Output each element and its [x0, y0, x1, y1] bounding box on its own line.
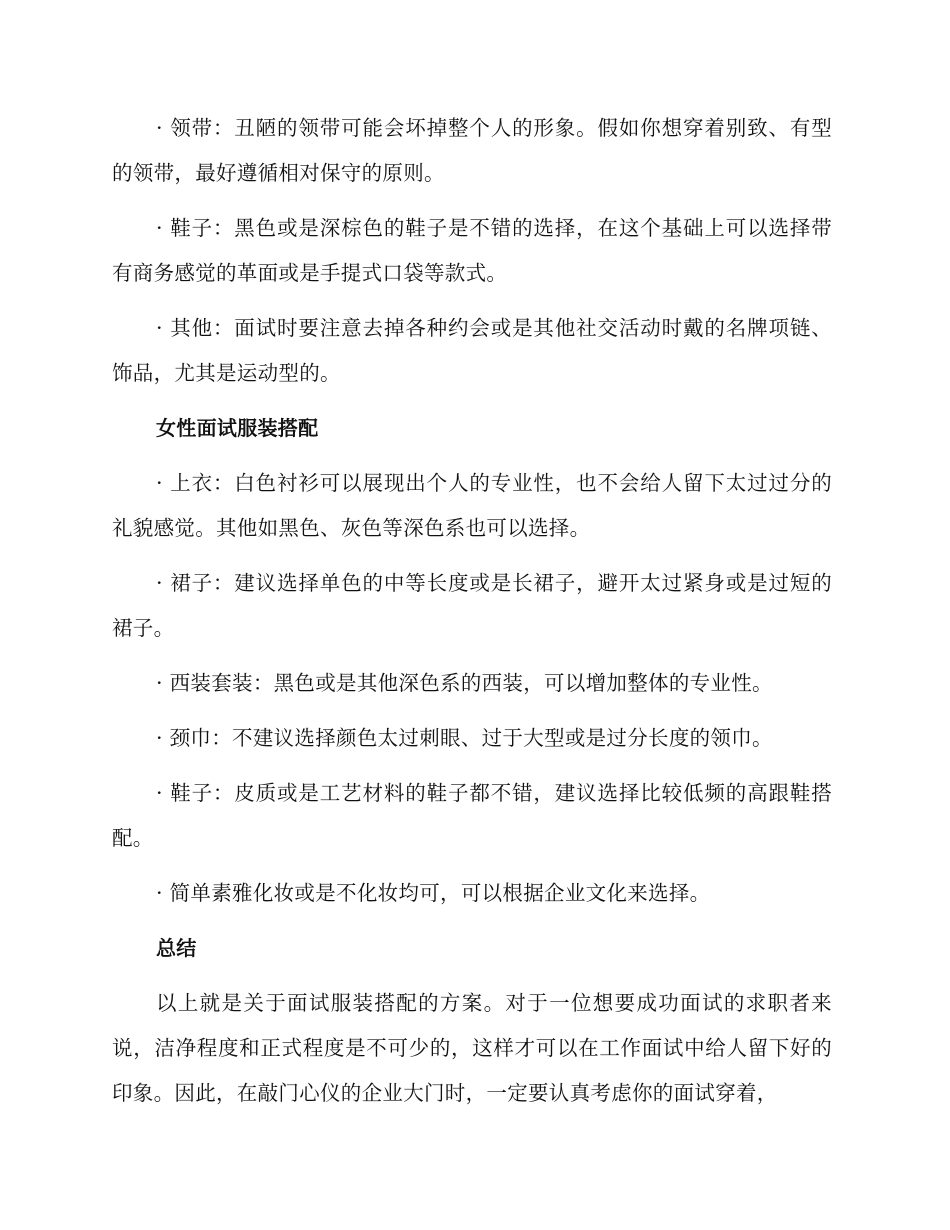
- paragraph-makeup: · 简单素雅化妆或是不化妆均可，可以根据企业文化来选择。: [156, 881, 711, 905]
- paragraph-men-shoes: · 鞋子：黑色或是深棕色的鞋子是不错的选择，在这个基础上可以选择带有商务感觉的革面或是手提式口袋等款式。: [112, 216, 832, 285]
- paragraph-suit: · 西装套装：黑色或是其他深色系的西装，可以增加整体的专业性。: [156, 671, 773, 695]
- paragraph-skirt: · 裙子：建议选择单色的中等长度或是长裙子，避开太过紧身或是过短的裙子。: [112, 571, 832, 640]
- paragraph-tie: · 领带：丑陋的领带可能会坏掉整个人的形象。假如你想穿着别致、有型的领带，最好遵循相对保守的原则。: [112, 116, 832, 185]
- document-body: [112, 106, 832, 1126]
- paragraph-scarf: · 颈巾：不建议选择颜色太过刺眼、过于大型或是过分长度的领巾。: [156, 726, 773, 750]
- section-heading-summary: 总结: [156, 936, 197, 960]
- section-heading-women: 女性面试服装搭配: [156, 416, 319, 440]
- paragraph-summary: 以上就是关于面试服装搭配的方案。对于一位想要成功面试的求职者来说，洁净程度和正式程度是不可少的，这样才可以在工作面试中给人留下好的印象。因此，在敲门心仪的企业大门时，一定要认真考虑你的面试穿着，: [112, 991, 832, 1105]
- paragraph-top: · 上衣：白色衬衫可以展现出个人的专业性，也不会给人留下太过过分的礼貌感觉。其他如黑色、灰色等深色系也可以选择。: [112, 471, 832, 540]
- paragraph-women-shoes: · 鞋子：皮质或是工艺材料的鞋子都不错，建议选择比较低频的高跟鞋搭配。: [112, 781, 832, 850]
- paragraph-other: · 其他：面试时要注意去掉各种约会或是其他社交活动时戴的名牌项链、饰品，尤其是运动型的。: [112, 316, 832, 385]
